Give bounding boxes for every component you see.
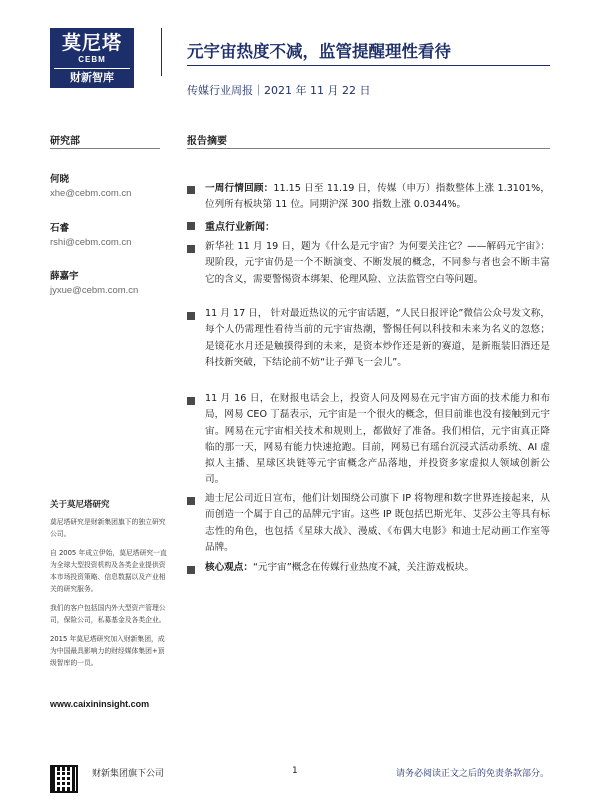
news-item: 11 月 16 日，在财报电话会上，投资人问及网易在元宇宙方面的技术能力和布局，网易 CEO 丁磊表示，元宇宙是一个很火的概念，但目前谁也没有接触到元宇宙。网易在元宇宙相关技术和规则上，都做好了准备。我们相信，元宇宙真正降临的那一天，网易有能力快速抢跑。目前，网易已有瑶台沉浸式活动系统、AI 虚拟人主播、星球区块链等元宇宙概念产品落地，并投资多家虚拟人领域创新公司。 bbox=[205, 393, 550, 486]
bullet-square-icon bbox=[187, 312, 195, 320]
core-view-text: “元宇宙”概念在传媒行业热度不减，关注游戏板块。 bbox=[252, 562, 474, 573]
header-divider bbox=[161, 28, 162, 76]
logo-brand-cn: 莫尼塔 bbox=[61, 32, 122, 54]
bullet-square-icon bbox=[187, 186, 195, 194]
logo-sub: 财新智库 bbox=[54, 68, 130, 87]
author-name: 石睿 bbox=[50, 223, 70, 234]
sidebar-rule bbox=[50, 148, 160, 149]
weekly-review bbox=[205, 181, 550, 214]
about-paragraph: 自 2005 年成立伊始，莫尼塔研究一直为全球大型投资机构及各类企业提供资本市场投资策略、信息数据以及产业相关的研究服务。 bbox=[50, 549, 167, 593]
bullet-square-icon bbox=[187, 397, 195, 405]
report-title: 元宇宙热度不减，监管提醒理性看待 bbox=[187, 42, 451, 61]
summary-rule bbox=[187, 148, 550, 149]
research-dept-label: 研究部 bbox=[50, 136, 80, 147]
title-rule bbox=[187, 65, 550, 66]
bullet-square-icon bbox=[187, 222, 195, 230]
weekly-review-label: 一周行情回顾： bbox=[205, 183, 274, 194]
news-item: 11 月 17 日， 针对最近热议的元宇宙话题，“人民日报评论”微信公众号发文称，每个人仍需理性看待当前的元宇宙热潮，警惕任何以科技和未来为名义的忽悠；是镜花水月还是触摸得到的未来，是资本炒作还是新的赛道，是新瓶装旧酒还是科技新突破，下结论前不妨“让子弹飞一会儿”。 bbox=[205, 308, 550, 368]
author-email[interactable]: rshi@cebm.com.cn bbox=[50, 237, 132, 248]
footer-company: 财新集团旗下公司 bbox=[92, 769, 165, 779]
about-paragraph: 我们的客户包括国内外大型资产管理公司，保险公司，私募基金及各类企业。 bbox=[50, 604, 166, 624]
author-email[interactable]: xhe@cebm.com.cn bbox=[50, 188, 132, 199]
bullet-square-icon bbox=[187, 497, 195, 505]
author-card bbox=[50, 222, 131, 249]
author-name: 薛嘉宇 bbox=[50, 271, 79, 282]
core-view bbox=[205, 560, 550, 576]
summary-label: 报告摘要 bbox=[187, 136, 227, 147]
core-view-label: 核心观点： bbox=[205, 562, 253, 573]
company-logo bbox=[50, 28, 134, 88]
weekly-review-text: 11.15 日至 11.19 日，传媒（申万）指数整体上涨 1.3101%，位列所有板块第 11 位。同期沪深 300 指数上涨 0.0344%。 bbox=[205, 183, 550, 211]
author-email[interactable]: jyxue@cebm.com.cn bbox=[50, 285, 139, 296]
report-subtitle: 传媒行业周报｜2021 年 11 月 22 日 bbox=[187, 84, 371, 97]
logo-brand-en: CEBM bbox=[78, 55, 106, 64]
qr-code-icon bbox=[50, 765, 78, 793]
disclaimer-note: 请务必阅读正文之后的免责条款部分。 bbox=[396, 769, 550, 779]
about-paragraph: 2015 年莫尼塔研究加入财新集团，成为中国最具影响力的财经媒体集团+顶级智库的一员。 bbox=[50, 635, 165, 667]
news-header: 重点行业新闻： bbox=[205, 222, 275, 233]
author-name: 何晓 bbox=[50, 174, 70, 185]
author-card bbox=[50, 270, 138, 297]
news-item: 新华社 11 月 19 日，题为《什么是元宇宙？为何要关注它？——解码元宇宙》：现阶段，元宇宙仍是一个不断演变、不断发展的概念，不同参与者也会不断丰富它的含义，需要警惕资本绑架、伦理风险、立法监管空白等问题。 bbox=[205, 241, 550, 285]
news-item: 迪士尼公司近日宣布，他们计划围绕公司旗下 IP 将物理和数字世界连接起来，从而创造一个属于自己的品牌元宇宙。这些 IP 既包括巴斯光年、艾莎公主等具有标志性的角色，也包括《星球大战》、漫威、《布偶大电影》和迪士尼动画工作室等品牌。 bbox=[205, 493, 550, 553]
bullet-square-icon bbox=[187, 566, 195, 574]
about-paragraph: 莫尼塔研究是财新集团旗下的独立研究公司。 bbox=[50, 518, 166, 538]
about-title: 关于莫尼塔研究 bbox=[50, 500, 110, 510]
author-card bbox=[50, 173, 131, 200]
page-number: 1 bbox=[292, 766, 298, 776]
about-section bbox=[50, 498, 168, 676]
bullet-square-icon bbox=[187, 245, 195, 253]
website-link[interactable]: www.caixininsight.com bbox=[50, 699, 150, 709]
